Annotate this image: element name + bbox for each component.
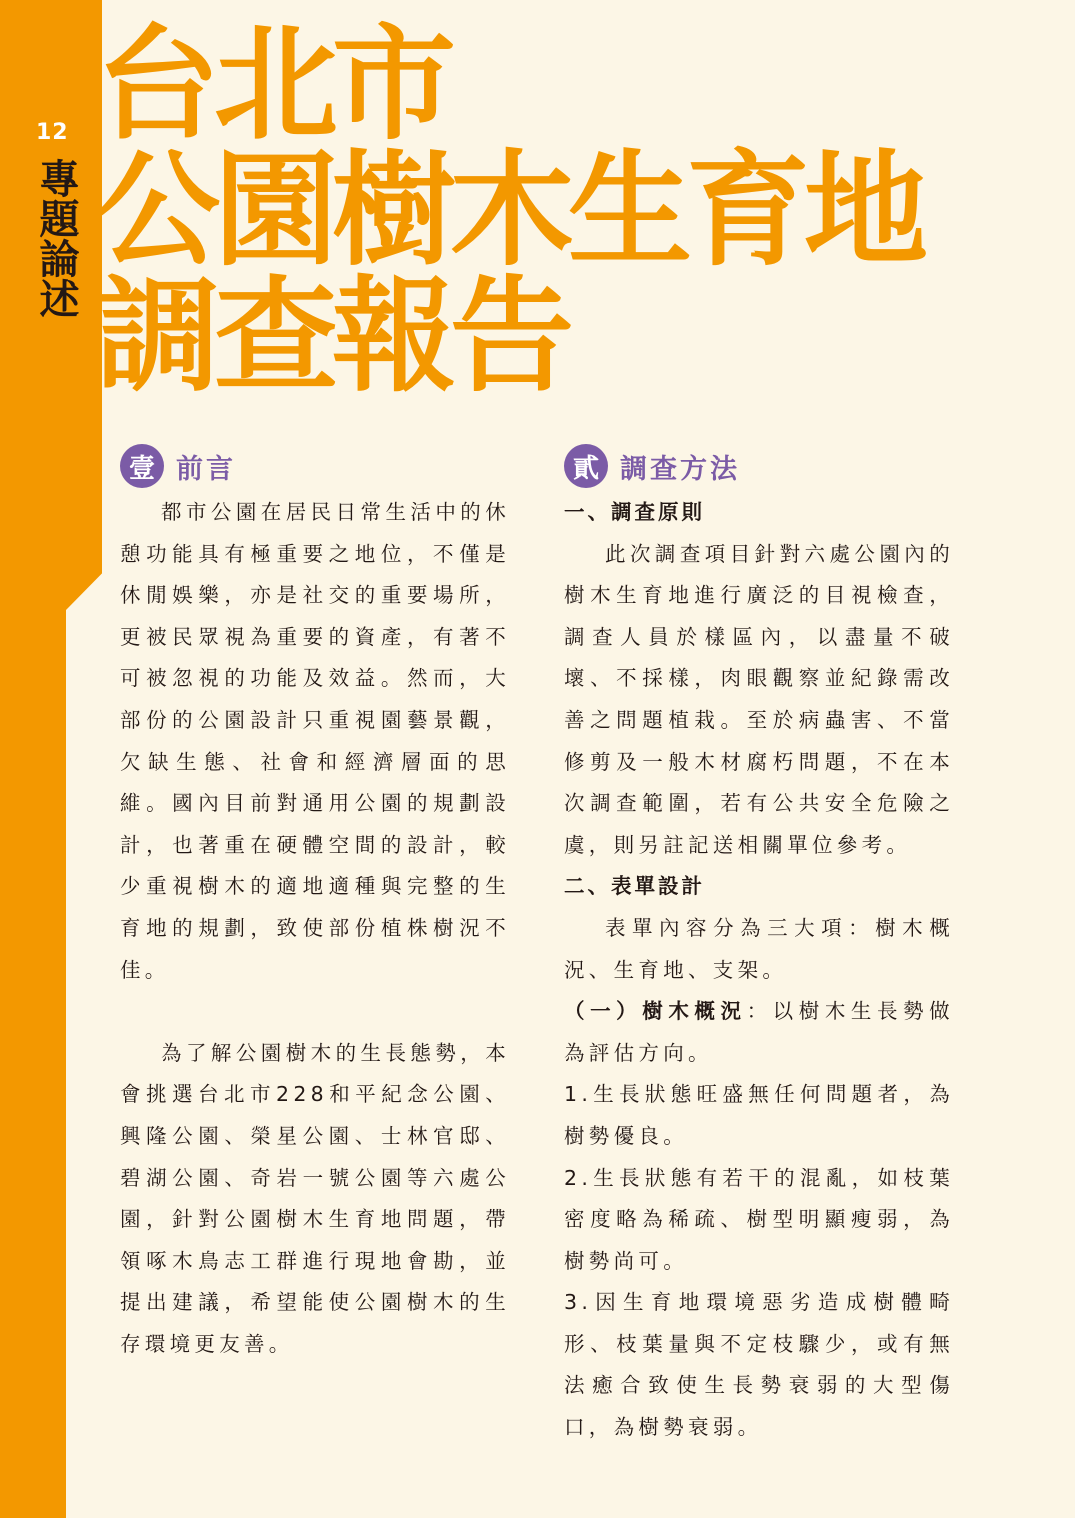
subheading-survey-principle: 一、調查原則 bbox=[564, 500, 705, 524]
tree-overview-intro: ：以樹木生長勢做為評估方向。 bbox=[564, 999, 954, 1065]
column-introduction bbox=[120, 442, 510, 1365]
section-title: 前言 bbox=[176, 453, 236, 485]
column-survey-method bbox=[564, 442, 954, 1449]
title-line-3: 調查報告 bbox=[96, 265, 569, 409]
page-title bbox=[96, 13, 923, 409]
page-number: 12 bbox=[36, 120, 69, 145]
list-item: 1.生長狀態旺盛無任何問題者，為樹勢優良。 bbox=[564, 1082, 954, 1148]
section-heading-introduction bbox=[120, 442, 510, 490]
section-label: 專題論述 bbox=[33, 158, 79, 318]
tree-overview-paragraph bbox=[564, 991, 954, 1074]
subheading-form-design: 二、表單設計 bbox=[564, 874, 705, 899]
list-item: 3.因生育地環境惡劣造成樹體畸形、枝葉量與不定枝驟少，或有無法癒合致使生長勢衰弱的大型傷口，為樹勢衰弱。 bbox=[564, 1290, 954, 1440]
title-line-1: 台北市 bbox=[96, 13, 451, 157]
paragraph-gap bbox=[120, 991, 510, 1033]
tree-overview-heading: （一）樹木概況 bbox=[564, 999, 747, 1024]
paragraph: 為了解公園樹木的生長態勢，本會挑選台北市228和平紀念公園、興隆公園、榮星公園、士林官邸、碧湖公園、奇岩一號公園等六處公園，針對公園樹木生育地問題，帶領啄木鳥志工群進行現地會勘，並提出建議，希望能使公園樹木的生存環境更友善。 bbox=[120, 1040, 510, 1356]
paragraph: 表單內容分為三大項：樹木概況、生育地、支架。 bbox=[564, 915, 954, 982]
section-heading-survey-method bbox=[564, 442, 954, 490]
list-item: 2.生長狀態有若干的混亂，如枝葉密度略為稀疏、樹型明顯瘦弱，為樹勢尚可。 bbox=[564, 1165, 954, 1273]
section-title: 調查方法 bbox=[620, 453, 740, 485]
paragraph: 此次調查項目針對六處公園內的樹木生育地進行廣泛的目視檢查，調查人員於樣區內，以盡量不破壞、不採樣，肉眼觀察並紀錄需改善之問題植栽。至於病蟲害、不當修剪及一般木材腐朽問題，不在本次調查範圍，若有公共安全危險之虞，則另註記送相關單位參考。 bbox=[564, 541, 954, 857]
paragraph: 都市公園在居民日常生活中的休憩功能具有極重要之地位，不僅是休閒娛樂，亦是社交的重要場所，更被民眾視為重要的資產，有著不可被忽視的功能及效益。然而，大部份的公園設計只重視園藝景觀，欠缺生態、社會和經濟層面的思維。國內目前對通用公園的規劃設計，也著重在硬體空間的設計，較少重視樹木的適地適種與完整的生育地的規劃，致使部份植株樹況不佳。 bbox=[120, 500, 510, 982]
section-badge: 貳 bbox=[564, 444, 608, 488]
title-line-2: 公園樹木生育地 bbox=[96, 139, 923, 283]
section-badge: 壹 bbox=[120, 444, 164, 488]
